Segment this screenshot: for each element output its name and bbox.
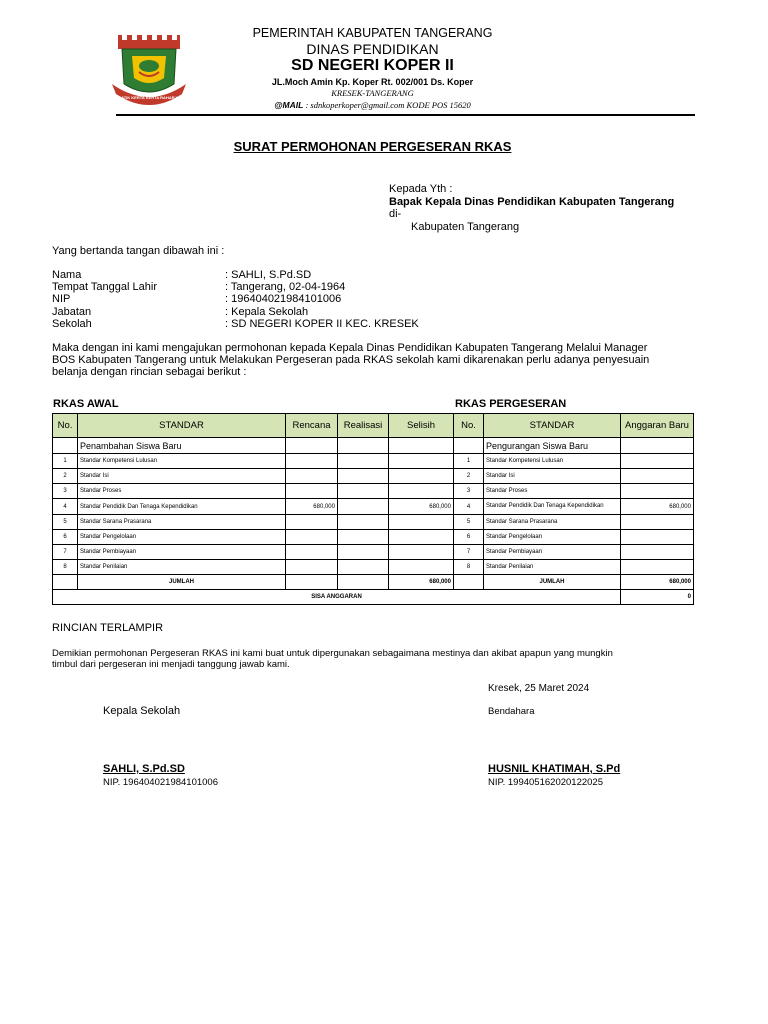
- row-rencana: [286, 454, 338, 469]
- logo-motto: BATIK KERTA KERTA RAHARJA: [118, 95, 180, 100]
- row-anggaran: [621, 545, 694, 560]
- row-no: 4: [53, 499, 78, 515]
- row-realisasi: [338, 484, 389, 499]
- total-anggaran: 680,000: [621, 575, 694, 590]
- row-anggaran: [621, 560, 694, 575]
- sign-left-name: SAHLI, S.Pd.SD: [103, 763, 185, 775]
- row-anggaran: [621, 469, 694, 484]
- table-remaining-row: [53, 590, 694, 605]
- body-line-3: belanja dengan rincian sebagai berikut :: [52, 366, 247, 378]
- header-anggaran-baru: Anggaran Baru: [621, 414, 694, 438]
- row-selisih: [389, 454, 454, 469]
- table-row: [53, 545, 694, 560]
- header-rencana: Rencana: [286, 414, 338, 438]
- row-anggaran: [621, 515, 694, 530]
- table-total-row: [53, 575, 694, 590]
- header-no-2: No.: [454, 414, 484, 438]
- row-standar: Standar Pendidik Dan Tenaga Kependidikan: [78, 499, 286, 515]
- row-rencana: [286, 545, 338, 560]
- row-no-2: 8: [454, 560, 484, 575]
- header-standar-2: STANDAR: [484, 414, 621, 438]
- row-standar: Standar Pengelolaan: [78, 530, 286, 545]
- row-no: 7: [53, 545, 78, 560]
- row-no-2: 3: [454, 484, 484, 499]
- row-standar-2: Standar Isi: [484, 469, 621, 484]
- row-no-2: 1: [454, 454, 484, 469]
- header-standar: STANDAR: [78, 414, 286, 438]
- identity-label-birth: Tempat Tanggal Lahir: [52, 281, 157, 293]
- closing-line-1: Demikian permohonan Pergeseran RKAS ini kami buat untuk dipergunakan sebagaimana mestinya dan akibat apapun yang mungkin: [52, 648, 613, 659]
- row-rencana: [286, 515, 338, 530]
- total-label-right: JUMLAH: [484, 575, 621, 590]
- row-no-2: 6: [454, 530, 484, 545]
- row-standar: Standar Kompetensi Lulusan: [78, 454, 286, 469]
- header-selisih: Selisih: [389, 414, 454, 438]
- letterhead-address: JL.Moch Amin Kp. Koper Rt. 002/001 Ds. Koper: [271, 77, 474, 87]
- row-standar-2: Standar Sarana Prasarana: [484, 515, 621, 530]
- header-realisasi: Realisasi: [338, 414, 389, 438]
- recipient-place: Kabupaten Tangerang: [411, 221, 520, 233]
- identity-label-name: Nama: [52, 269, 82, 281]
- letter-title: SURAT PERMOHONAN PERGESERAN RKAS: [233, 139, 512, 154]
- row-no-2: 2: [454, 469, 484, 484]
- row-rencana: [286, 530, 338, 545]
- row-realisasi: [338, 560, 389, 575]
- identity-value-nip: : 196404021984101006: [225, 293, 342, 305]
- row-no: 1: [53, 454, 78, 469]
- mail-label: @MAIL: [274, 100, 304, 110]
- table-row: [53, 515, 694, 530]
- letterhead-mail: [200, 100, 545, 110]
- row-no: 6: [53, 530, 78, 545]
- row-anggaran: 680,000: [621, 499, 694, 515]
- row-standar-2: Standar Pembiayaan: [484, 545, 621, 560]
- row-rencana: [286, 484, 338, 499]
- row-selisih: [389, 545, 454, 560]
- table-row: [53, 469, 694, 484]
- row-realisasi: [338, 469, 389, 484]
- row-selisih: 680,000: [389, 499, 454, 515]
- row-realisasi: [338, 499, 389, 515]
- table-row: [53, 454, 694, 469]
- row-standar-2: Standar Penilaian: [484, 560, 621, 575]
- closing-line-2: timbul dari pergeseran ini menjadi tanggung jawab kami.: [52, 659, 290, 670]
- identity-value-birth: : Tangerang, 02-04-1964: [225, 281, 346, 293]
- row-anggaran: [621, 484, 694, 499]
- row-realisasi: [338, 530, 389, 545]
- row-realisasi: [338, 515, 389, 530]
- section-right: Pengurangan Siswa Baru: [484, 438, 621, 454]
- identity-value-school: : SD NEGERI KOPER II KEC. KRESEK: [225, 318, 419, 330]
- row-standar-2: Standar Pengelolaan: [484, 530, 621, 545]
- row-selisih: [389, 484, 454, 499]
- recipient-greeting: Kepada Yth :: [389, 183, 453, 195]
- row-rencana: [286, 469, 338, 484]
- letterhead-divider: [116, 114, 695, 116]
- row-standar-2: Standar Kompetensi Lulusan: [484, 454, 621, 469]
- row-selisih: [389, 469, 454, 484]
- sign-right-nip: NIP. 199405162020122025: [488, 777, 603, 788]
- recipient-name: Bapak Kepala Dinas Pendidikan Kabupaten Tangerang: [389, 196, 675, 208]
- row-standar: Standar Isi: [78, 469, 286, 484]
- row-realisasi: [338, 545, 389, 560]
- rkas-pergeseran-title: RKAS PERGESERAN: [455, 398, 567, 410]
- letterhead-agency: DINAS PENDIDIKAN: [306, 41, 439, 57]
- row-standar: Standar Pembiayaan: [78, 545, 286, 560]
- row-standar-2: Standar Pendidik Dan Tenaga Kependidikan: [484, 499, 621, 515]
- sign-right-role: Bendahara: [488, 706, 535, 717]
- row-realisasi: [338, 454, 389, 469]
- row-no-2: 4: [454, 499, 484, 515]
- attachment-note: RINCIAN TERLAMPIR: [52, 622, 164, 634]
- mail-value: : sdnkoperkoper@gmail.com KODE POS 15620: [303, 100, 471, 110]
- table-row: [53, 560, 694, 575]
- table-section-row: [53, 438, 694, 454]
- rkas-table: [52, 413, 694, 605]
- row-selisih: [389, 515, 454, 530]
- row-standar: Standar Penilaian: [78, 560, 286, 575]
- table-row: [53, 484, 694, 499]
- total-selisih: 680,000: [389, 575, 454, 590]
- body-line-1: Maka dengan ini kami mengajukan permohonan kepada Kepala Dinas Pendidikan Kabupaten Tangerang Melalui Manager: [52, 342, 648, 354]
- letterhead-school: SD NEGERI KOPER II: [291, 57, 454, 74]
- total-label-left: JUMLAH: [78, 575, 286, 590]
- table-row: [53, 499, 694, 515]
- table-header-row: [53, 414, 694, 438]
- remaining-label: SISA ANGGARAN: [53, 590, 621, 605]
- body-line-2: BOS Kabupaten Tangerang untuk Melakukan Pergeseran pada RKAS sekolah kami dikarenakan perlu adanya penyesuain: [52, 354, 650, 366]
- row-selisih: [389, 530, 454, 545]
- remaining-value: 0: [621, 590, 694, 605]
- row-no: 3: [53, 484, 78, 499]
- table-row: [53, 530, 694, 545]
- row-no: 5: [53, 515, 78, 530]
- identity-label-nip: NIP: [52, 293, 71, 305]
- identity-label-position: Jabatan: [52, 306, 92, 318]
- recipient-di: di-: [389, 208, 402, 220]
- row-anggaran: [621, 454, 694, 469]
- row-rencana: [286, 560, 338, 575]
- identity-label-school: Sekolah: [52, 318, 92, 330]
- row-standar: Standar Proses: [78, 484, 286, 499]
- row-no-2: 5: [454, 515, 484, 530]
- intro-text: Yang bertanda tangan dibawah ini :: [52, 245, 225, 257]
- row-no: 2: [53, 469, 78, 484]
- letter-date: Kresek, 25 Maret 2024: [488, 683, 590, 694]
- sign-right-name: HUSNIL KHATIMAH, S.Pd: [488, 763, 621, 775]
- letterhead-government: PEMERINTAH KABUPATEN TANGERANG: [252, 26, 493, 40]
- row-standar: Standar Sarana Prasarana: [78, 515, 286, 530]
- regency-logo: [110, 32, 188, 108]
- row-standar-2: Standar Proses: [484, 484, 621, 499]
- sign-left-nip: NIP. 196404021984101006: [103, 777, 218, 788]
- identity-value-position: : Kepala Sekolah: [225, 306, 309, 318]
- row-selisih: [389, 560, 454, 575]
- row-no-2: 7: [454, 545, 484, 560]
- rkas-awal-title: RKAS AWAL: [53, 398, 119, 410]
- letterhead-city: KRESEK-TANGERANG: [331, 88, 414, 98]
- row-rencana: 680,000: [286, 499, 338, 515]
- row-no: 8: [53, 560, 78, 575]
- sign-left-role: Kepala Sekolah: [103, 705, 181, 717]
- header-no: No.: [53, 414, 78, 438]
- identity-value-name: : SAHLI, S.Pd.SD: [225, 269, 312, 281]
- row-anggaran: [621, 530, 694, 545]
- section-left: Penambahan Siswa Baru: [78, 438, 286, 454]
